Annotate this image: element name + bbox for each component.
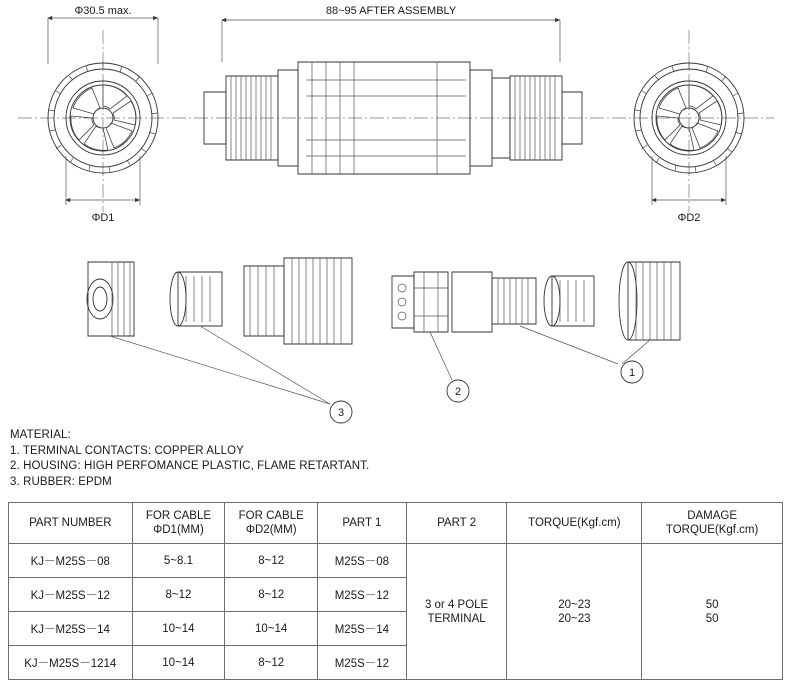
balloon-2-label: 2 [454, 386, 462, 398]
cell-d2: 8~12 [225, 544, 318, 578]
cell-part-number: KJ－M25S－14 [9, 612, 133, 646]
material-heading: MATERIAL: [10, 429, 71, 441]
cell-part-1: M25S－08 [318, 544, 407, 578]
header-damage-torque-line1: DAMAGE [687, 510, 738, 522]
cell-damage-torque-line2: 50 [705, 612, 719, 625]
cell-d1: 10~14 [132, 646, 225, 680]
dimension-d2: ΦD2 [677, 212, 701, 224]
cell-part-number: KJ－M25S－12 [9, 578, 133, 612]
cell-part-1: M25S－14 [318, 612, 407, 646]
cell-part-1: M25S－12 [318, 578, 407, 612]
header-damage-torque-line2: TORQUE(Kgf.cm) [665, 524, 759, 536]
cell-d2: 8~12 [225, 578, 318, 612]
cell-part-2-line2: TERMINAL [427, 612, 486, 625]
dimension-assembly-length: 88~95 AFTER ASSEMBLY [325, 5, 457, 17]
header-for-cable-d2 [225, 503, 318, 544]
header-for-cable-d1-line2: ΦD1(MM) [153, 524, 204, 536]
cell-torque-line2: 20~23 [558, 612, 591, 625]
cell-d2: 10~14 [225, 612, 318, 646]
header-for-cable-d2-line1: FOR CABLE [238, 510, 304, 522]
cell-damage-torque-line1: 50 [705, 598, 719, 611]
material-note-1: 1. TERMINAL CONTACTS: COPPER ALLOY [10, 444, 244, 457]
header-damage-torque [642, 503, 783, 544]
cell-part-number: KJ－M25S－1214 [9, 646, 133, 680]
cell-d1: 5~8.1 [132, 544, 225, 578]
material-note-2: 2. HOUSING: HIGH PERFOMANCE PLASTIC, FLAME RETARTANT. [10, 460, 370, 472]
header-for-cable-d1 [132, 503, 225, 544]
header-part-number: PART NUMBER [9, 503, 133, 544]
cell-part-2-merged [406, 544, 507, 680]
table-row [9, 544, 783, 578]
table-header-row [9, 503, 783, 544]
cell-d1: 8~12 [132, 578, 225, 612]
cell-torque-merged [507, 544, 642, 680]
cell-torque-line1: 20~23 [558, 598, 591, 611]
balloon-3-label: 3 [337, 407, 345, 419]
cell-part-number: KJ－M25S－08 [9, 544, 133, 578]
cell-damage-torque-merged [642, 544, 783, 680]
specification-table [8, 502, 783, 680]
header-for-cable-d2-line2: ΦD2(MM) [245, 524, 297, 536]
material-notes [10, 428, 530, 490]
dimension-left-outer-diameter: Φ30.5 max. [74, 5, 132, 17]
header-part-1: PART 1 [318, 503, 407, 544]
header-part-2: PART 2 [406, 503, 507, 544]
cell-part-1: M25S－12 [318, 646, 407, 680]
header-torque: TORQUE(Kgf.cm) [507, 503, 642, 544]
cell-d2: 8~12 [225, 646, 318, 680]
balloon-1-label: 1 [628, 367, 636, 379]
cell-part-2-line1: 3 or 4 POLE [424, 598, 489, 611]
cell-d1: 10~14 [132, 612, 225, 646]
dimension-d1: ΦD1 [91, 212, 115, 224]
material-note-3: 3. RUBBER: EPDM [10, 475, 112, 488]
header-for-cable-d1-line1: FOR CABLE [145, 510, 212, 522]
